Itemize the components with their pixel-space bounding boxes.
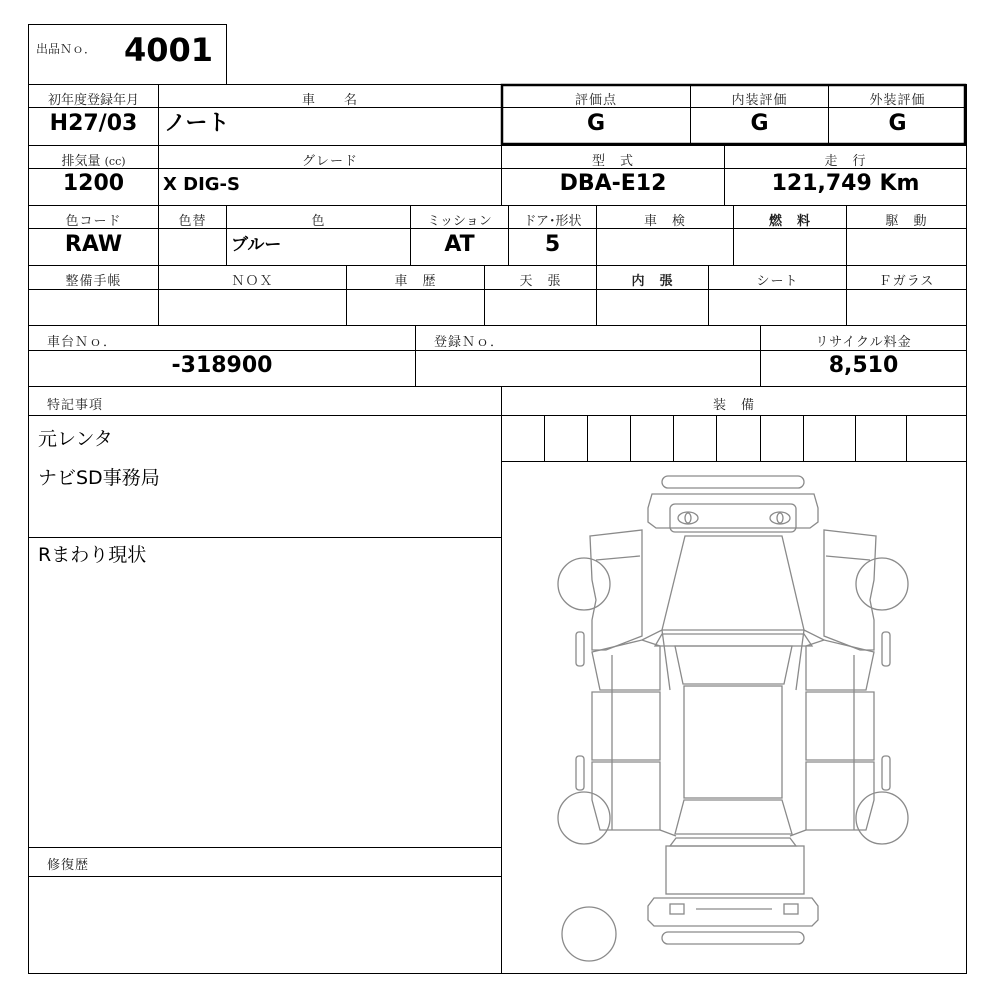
mileage-label: 走 行: [824, 154, 867, 169]
interior-trim-label: 内 張: [631, 274, 674, 289]
repaint-label: 色替: [178, 214, 207, 229]
color-value: ブルー: [231, 235, 282, 255]
note-line-1: 元レンタ: [38, 428, 113, 450]
condition-note: Rまわり現状: [38, 544, 147, 566]
ceiling-label: 天 張: [519, 274, 562, 289]
maintenance-label: 整備手帳: [65, 274, 122, 289]
displacement-unit: (cc): [104, 155, 126, 168]
displacement-value: 1200: [62, 171, 125, 196]
chassis-value: -318900: [171, 353, 273, 378]
lot-label: 出品Ｎｏ．: [36, 42, 97, 56]
inspection-label: 車 検: [643, 214, 686, 229]
chassis-label: 車台Ｎｏ．: [47, 335, 118, 350]
seat-label: シート: [756, 274, 799, 289]
transmission-label: ミッション: [427, 214, 492, 229]
registration-label: 登録Ｎｏ．: [434, 335, 505, 350]
color-code-value: RAW: [64, 232, 123, 257]
grade-value: X DIG-S: [163, 174, 240, 195]
first-reg-label: 初年度登録年月: [47, 93, 139, 108]
mileage-value: 121,749 Km: [771, 171, 920, 196]
rating-label: 評価点: [574, 93, 617, 108]
notes-label: 特記事項: [47, 398, 104, 413]
lot-number: 4001: [124, 31, 214, 69]
model-label: 型 式: [591, 154, 634, 169]
equipment-label: 装 備: [712, 398, 755, 413]
first-reg-value: H27/03: [49, 111, 138, 136]
fuel-label: 燃 料: [768, 214, 811, 229]
repair-label: 修復歴: [47, 858, 90, 873]
doors-value: 5: [544, 232, 561, 257]
doors-label: ドア･形状: [523, 214, 582, 229]
drive-label: 駆 動: [885, 214, 928, 229]
fglass-label: Ｆガラス: [878, 274, 935, 289]
interior-rating-value: G: [750, 111, 769, 136]
exterior-rating-value: G: [888, 111, 907, 136]
color-code-label: 色コード: [65, 214, 122, 229]
model-value: DBA-E12: [559, 171, 667, 196]
rating-value: G: [586, 111, 606, 136]
displacement-label: 排気量: [61, 154, 101, 169]
history-label: 車 歴: [394, 274, 437, 289]
note-line-2: ナビSD事務局: [38, 467, 160, 489]
recycle-value: 8,510: [828, 353, 899, 378]
grade-label: グレード: [301, 154, 358, 169]
car-name-value: ノート: [164, 111, 230, 136]
interior-rating-label: 内装評価: [731, 93, 788, 108]
nox-label: ＮＯＸ: [231, 274, 274, 289]
color-label: 色: [311, 214, 326, 229]
recycle-label: リサイクル料金: [815, 335, 912, 350]
exterior-rating-label: 外装評価: [869, 93, 926, 108]
car-name-label: 車 名: [301, 93, 358, 108]
transmission-value: AT: [444, 232, 475, 257]
